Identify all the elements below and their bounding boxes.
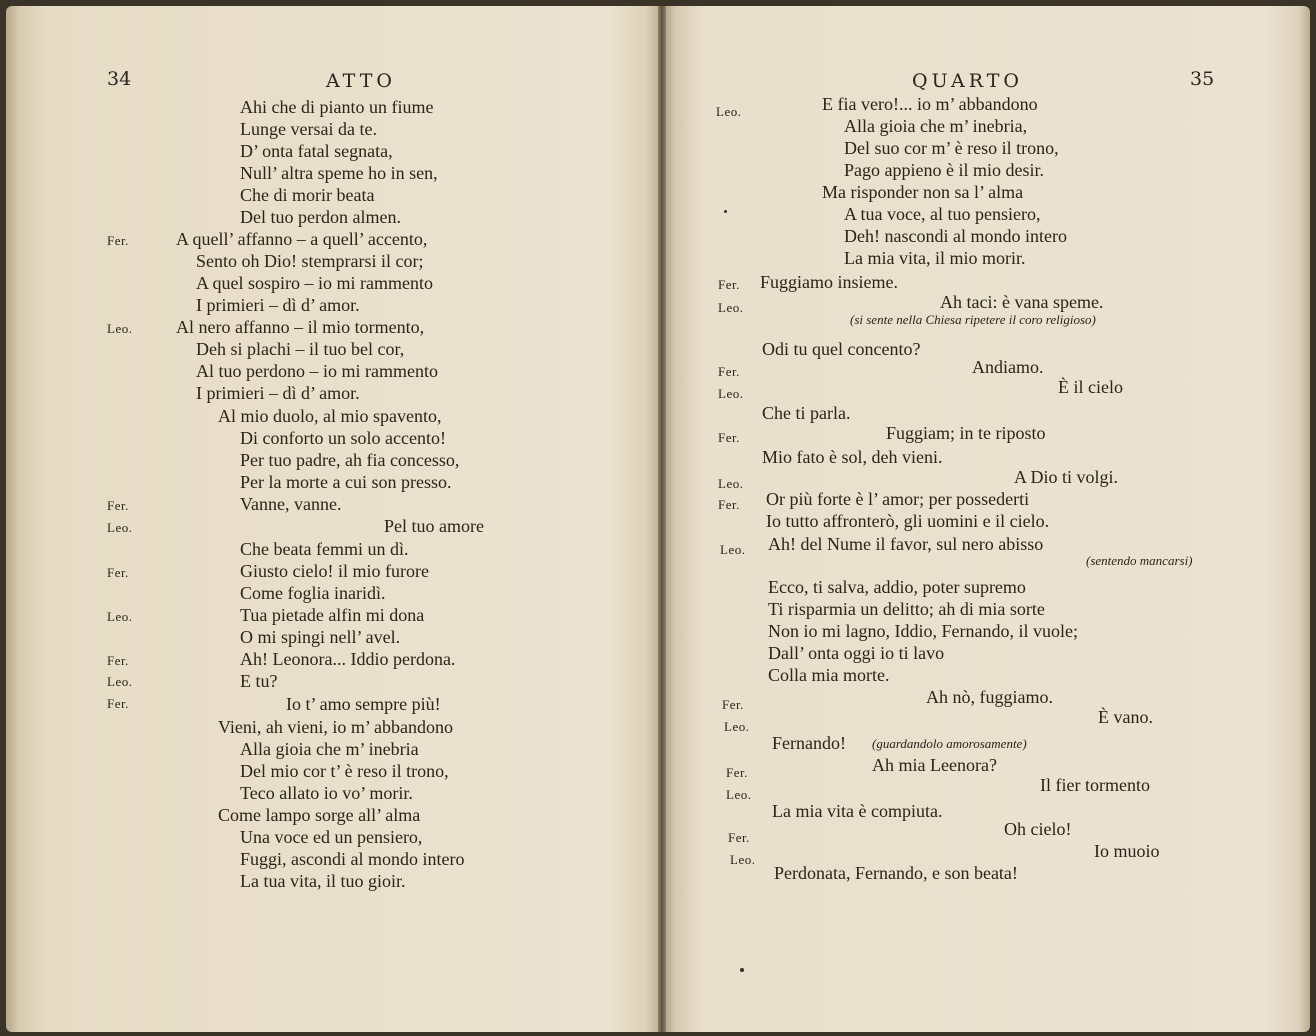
- verse-line: Io t’ amo sempre più!: [286, 694, 441, 714]
- verse-line: Che di morir beata: [240, 185, 375, 205]
- verse-line: Io tutto affronterò, gli uomini e il cielo.: [766, 511, 1050, 531]
- speaker-label: Fer.: [718, 364, 740, 379]
- verse-line: La tua vita, il tuo gioir.: [240, 871, 406, 891]
- ink-speck: [724, 210, 727, 213]
- verse-line: Perdonata, Fernando, e son beata!: [774, 863, 1018, 883]
- verse-line: La mia vita è compiuta.: [772, 801, 943, 821]
- verse-line: Per la morte a cui son presso.: [240, 472, 452, 492]
- verse-line: Fuggiam; in te riposto: [886, 423, 1046, 443]
- speaker-label: Leo.: [718, 300, 744, 315]
- speaker-label: Fer.: [107, 498, 129, 513]
- verse-line: Mio fato è sol, deh vieni.: [762, 447, 943, 467]
- verse-line: Del mio cor t’ è reso il trono,: [240, 761, 449, 781]
- book-gutter: [658, 6, 666, 1032]
- verse-line: Come lampo sorge all’ alma: [218, 805, 421, 825]
- speaker-label: Fer.: [107, 696, 129, 711]
- speaker-label: Leo.: [718, 386, 744, 401]
- verse-line: Oh cielo!: [1004, 819, 1072, 839]
- verse-line: Che ti parla.: [762, 403, 851, 423]
- speaker-label: Leo.: [730, 852, 756, 867]
- speaker-label: Fer.: [722, 697, 744, 712]
- speaker-label: Fer.: [107, 653, 129, 668]
- verse-line: Vieni, ah vieni, io m’ abbandono: [218, 717, 454, 737]
- speaker-label: Leo.: [107, 609, 133, 624]
- verse-line: Teco allato io vo’ morir.: [240, 783, 413, 803]
- verse-line: O mi spingi nell’ avel.: [240, 627, 401, 647]
- verse-line: Lunge versai da te.: [240, 119, 377, 139]
- speaker-label: Fer.: [728, 830, 750, 845]
- verse-line: Ecco, ti salva, addio, poter supremo: [768, 577, 1026, 597]
- stage-direction: (sentendo mancarsi): [1086, 553, 1193, 568]
- verse-line: Del suo cor m’ è reso il trono,: [844, 138, 1059, 158]
- verse-line: Or più forte è l’ amor; per possederti: [766, 489, 1030, 509]
- verse-line: Alla gioia che m’ inebria,: [844, 116, 1028, 136]
- verse-line: Al tuo perdono – io mi rammento: [196, 361, 438, 381]
- verse-line: Non io mi lagno, Iddio, Fernando, il vuole;: [768, 621, 1078, 641]
- verse-line: Ah taci: è vana speme.: [940, 292, 1104, 312]
- verse-line: I primieri – dì d’ amor.: [196, 295, 360, 315]
- verse-line: Una voce ed un pensiero,: [240, 827, 423, 847]
- speaker-label: Fer.: [718, 430, 740, 445]
- verse-line: Odi tu quel concento?: [762, 339, 921, 359]
- verse-line: Il fier tormento: [1040, 775, 1150, 795]
- speaker-label: Fer.: [107, 233, 129, 248]
- verse-line: Ahi che di pianto un fiume: [240, 97, 434, 117]
- verse-line: Vanne, vanne.: [240, 494, 342, 514]
- verse-line: Ma risponder non sa l’ alma: [822, 182, 1024, 202]
- verse-line: Andiamo.: [972, 357, 1044, 377]
- verse-line: La mia vita, il mio morir.: [844, 248, 1026, 268]
- speaker-label: Leo.: [716, 104, 742, 119]
- verse-line: Fuggi, ascondi al mondo intero: [240, 849, 465, 869]
- verse-line: Deh! nascondi al mondo intero: [844, 226, 1067, 246]
- verse-line: Che beata femmi un dì.: [240, 539, 409, 559]
- verse-line: Sento oh Dio! stemprarsi il cor;: [196, 251, 424, 271]
- speaker-label: Leo.: [720, 542, 746, 557]
- verse-line: Dall’ onta oggi io ti lavo: [768, 643, 945, 663]
- verse-line: È vano.: [1098, 707, 1153, 727]
- verse-line: Ti risparmia un delitto; ah di mia sorte: [768, 599, 1045, 619]
- verse-line: Deh si plachi – il tuo bel cor,: [196, 339, 405, 359]
- stage-direction: (si sente nella Chiesa ripetere il coro religioso): [850, 312, 1096, 327]
- verse-line: E tu?: [240, 671, 278, 691]
- speaker-label: Leo.: [107, 674, 133, 689]
- speaker-label: Leo.: [726, 787, 752, 802]
- ink-speck: [740, 968, 744, 972]
- speaker-label: Fer.: [726, 765, 748, 780]
- right-page-number: 35: [1190, 68, 1215, 90]
- verse-line: D’ onta fatal segnata,: [240, 141, 393, 161]
- speaker-label: Leo.: [107, 321, 133, 336]
- verse-line: I primieri – dì d’ amor.: [196, 383, 360, 403]
- left-running-head: ATTO: [326, 70, 396, 92]
- verse-line: Ah mia Leenora?: [872, 755, 997, 775]
- verse-line: Fernando!: [772, 733, 846, 753]
- left-page-number: 34: [107, 68, 132, 90]
- verse-line: A Dio ti volgi.: [1014, 467, 1119, 487]
- verse-line: E fia vero!... io m’ abbandono: [822, 94, 1038, 114]
- verse-line: Al mio duolo, al mio spavento,: [218, 406, 442, 426]
- right-running-head: QUARTO: [912, 70, 1023, 92]
- speaker-label: Leo.: [724, 719, 750, 734]
- speaker-label: Leo.: [107, 520, 133, 535]
- verse-line: Ah! Leonora... Iddio perdona.: [240, 649, 456, 669]
- verse-line: Di conforto un solo accento!: [240, 428, 446, 448]
- speaker-label: Leo.: [718, 476, 744, 491]
- verse-line: Ah! del Nume il favor, sul nero abisso: [768, 534, 1044, 554]
- verse-line: Fuggiamo insieme.: [760, 272, 898, 292]
- verse-line: Pago appieno è il mio desir.: [844, 160, 1044, 180]
- verse-line: Tua pietade alfin mi dona: [240, 605, 425, 625]
- verse-line: Al nero affanno – il mio tormento,: [176, 317, 425, 337]
- verse-line: È il cielo: [1058, 377, 1123, 397]
- verse-line: A quel sospiro – io mi rammento: [196, 273, 433, 293]
- verse-line: Alla gioia che m’ inebria: [240, 739, 419, 759]
- speaker-label: Fer.: [718, 497, 740, 512]
- verse-line: Io muoio: [1094, 841, 1160, 861]
- verse-line: Colla mia morte.: [768, 665, 890, 685]
- verse-line: Pel tuo amore: [384, 516, 484, 536]
- verse-line: Giusto cielo! il mio furore: [240, 561, 429, 581]
- speaker-label: Fer.: [107, 565, 129, 580]
- verse-line: Per tuo padre, ah fia concesso,: [240, 450, 460, 470]
- stage-direction: (guardandolo amorosamente): [872, 736, 1027, 751]
- speaker-label: Fer.: [718, 277, 740, 292]
- verse-line: Come foglia inaridì.: [240, 583, 386, 603]
- verse-line: Null’ altra speme ho in sen,: [240, 163, 438, 183]
- verse-line: A tua voce, al tuo pensiero,: [844, 204, 1041, 224]
- verse-line: Ah nò, fuggiamo.: [926, 687, 1053, 707]
- verse-line: A quell’ affanno – a quell’ accento,: [176, 229, 428, 249]
- verse-line: Del tuo perdon almen.: [240, 207, 401, 227]
